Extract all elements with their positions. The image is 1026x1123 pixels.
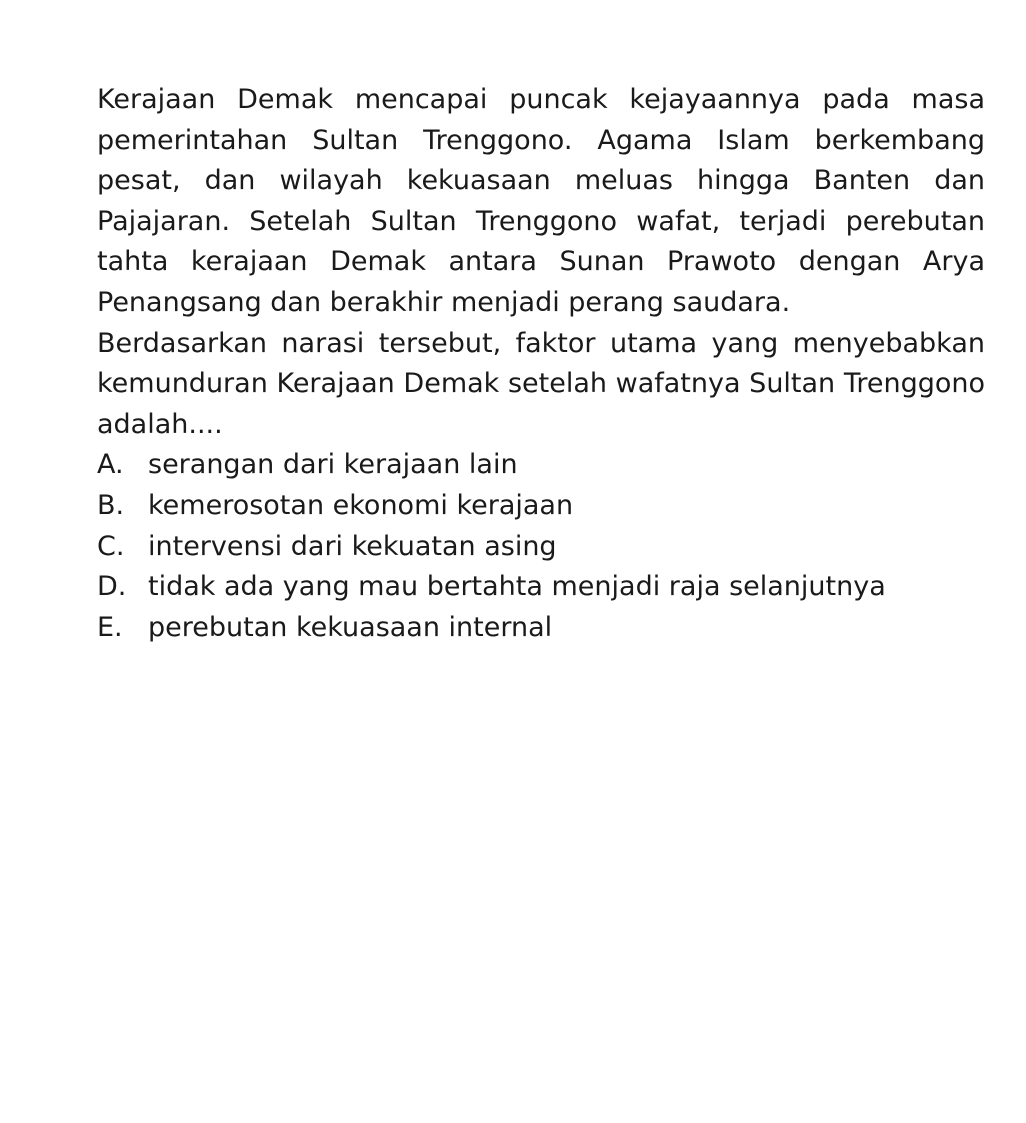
option-text: intervensi dari kekuatan asing [148, 530, 557, 562]
option-c[interactable] [97, 527, 985, 568]
option-d[interactable] [97, 567, 985, 608]
question-text: Berdasarkan narasi tersebut, faktor utama yang menyebabkan kemunduran Kerajaan Demak setelah wafatnya Sultan Trenggono adalah.... [97, 327, 985, 440]
option-text: perebutan kekuasaan internal [148, 611, 553, 643]
option-letter: B. [97, 489, 125, 521]
option-text: kemerosotan ekonomi kerajaan [148, 489, 574, 521]
question-document [97, 80, 985, 648]
option-a[interactable] [97, 445, 985, 486]
option-letter: A. [97, 449, 124, 481]
option-text: serangan dari kerajaan lain [148, 449, 518, 481]
option-letter: C. [97, 530, 125, 562]
option-letter: D. [97, 571, 127, 603]
option-e[interactable] [97, 608, 985, 649]
answer-options [97, 445, 985, 648]
passage-text: Kerajaan Demak mencapai puncak kejayaannya pada masa pemerintahan Sultan Trenggono. Agama Islam berkembang pesat, dan wilayah kekuasaan meluas hingga Banten dan Pajajaran. Setelah Sultan Trenggono wafat, terjadi perebutan tahta kerajaan Demak antara Sunan Prawoto dengan Arya Penangsang dan berakhir menjadi perang saudara. [97, 84, 985, 318]
option-b[interactable] [97, 486, 985, 527]
option-text: tidak ada yang mau bertahta menjadi raja selanjutnya [148, 571, 886, 603]
option-letter: E. [97, 611, 123, 643]
